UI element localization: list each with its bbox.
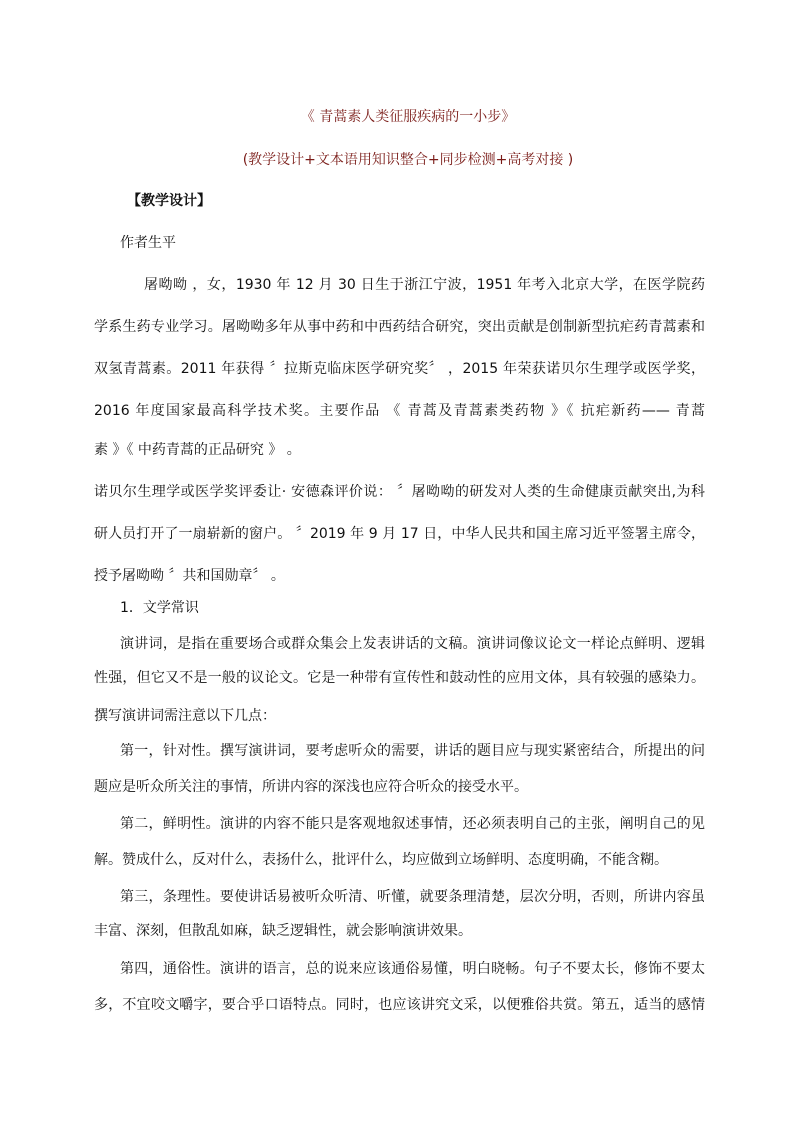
speech-line-1: 演讲词，是指在重要场合或群众集会上发表讲话的文稿。演讲词像议论文一样论点鲜明、逻辑 xyxy=(120,636,705,652)
point-2-line-1: 第二，鲜明性。演讲的内容不能只是客观地叙述事情，还必须表明自己的主张，阐明自己的见 xyxy=(120,816,705,832)
point-1-line-1: 第一，针对性。撰写演讲词，要考虑听众的需要，讲话的题目应与现实紧密结合，所提出的问 xyxy=(120,743,705,759)
bio-line-2: 学系生药专业学习。屠呦呦多年从事中药和中西药结合研究，突出贡献是创制新型抗疟药青蒿素和 xyxy=(94,319,705,335)
speech-line-3: 撰写演讲词需注意以下几点： xyxy=(94,708,276,724)
point-3-line-1: 第三，条理性。要使讲话易被听众听清、听懂，就要条理清楚，层次分明，否则，所讲内容虽 xyxy=(120,889,705,905)
section-1-heading: 1．文学常识 xyxy=(120,600,199,616)
quote-line-2: 研人员打开了一扇崭新的窗户。 〞2019 年 9 月 17 日，中华人民共和国主席习近平签署主席令， xyxy=(94,526,705,542)
point-2-line-2: 解。赞成什么，反对什么，表扬什么，批评什么，均应做到立场鲜明、态度明确，不能含糊。 xyxy=(94,852,668,868)
document-subtitle: (教学设计+文本语用知识整合+同步检测+高考对接 ) xyxy=(242,152,574,168)
bio-line-1: 屠呦呦 ，女，1930 年 12 月 30 日生于浙江宁波，1951 年考入北京大学，在医学院药 xyxy=(144,277,705,293)
section-heading-teaching-design: 【教学设计】 xyxy=(127,193,211,209)
bio-line-5: 素 》《 中药青蒿的正品研究 》 。 xyxy=(94,442,301,458)
point-3-line-2: 丰富、深刻，但散乱如麻，缺乏逻辑性，就会影响演讲效果。 xyxy=(94,923,472,939)
bio-line-4: 2016 年度国家最高科学技术奖。主要作品 《 青蒿及青蒿素类药物 》《 抗疟新药—— 青蒿 xyxy=(94,403,705,419)
point-4-line-2: 多，不宜咬文嚼字，要合乎口语特点。同时，也应该讲究文采，以便雅俗共赏。第五，适当的感情 xyxy=(94,997,705,1013)
quote-line-1: 诺贝尔生理学或医学奖评委让· 安德森评价说： 〞屠呦呦的研发对人类的生命健康贡献突出,为科 xyxy=(94,484,705,500)
author-heading: 作者生平 xyxy=(120,235,176,251)
point-4-line-1: 第四，通俗性。演讲的语言，总的说来应该通俗易懂，明白晓畅。句子不要太长，修饰不要太 xyxy=(120,961,705,977)
bio-line-3: 双氢青蒿素。2011 年获得 〞拉斯克临床医学研究奖〞 ，2015 年荣获诺贝尔生理学或医学奖， xyxy=(94,361,705,377)
quote-line-3: 授予屠呦呦 〞共和国勋章〞 。 xyxy=(94,568,285,584)
point-1-line-2: 题应是听众所关注的事情，所讲内容的深浅也应符合听众的接受水平。 xyxy=(94,779,528,795)
speech-line-2: 性强，但它又不是一般的议论文。它是一种带有宣传性和鼓动性的应用文体，具有较强的感染力。 xyxy=(94,670,705,686)
document-title: 《 青蒿素人类征服疾病的一小步》 xyxy=(300,109,516,125)
